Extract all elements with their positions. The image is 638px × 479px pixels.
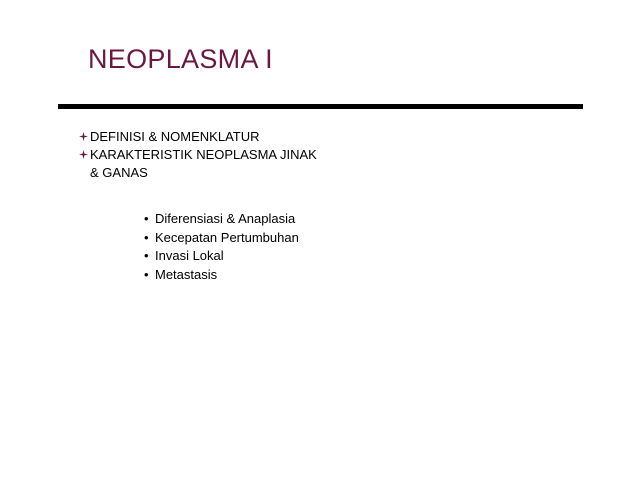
title-divider (58, 104, 583, 109)
bullet-label: DEFINISI & NOMENKLATUR (90, 129, 260, 144)
diamond-bullet-icon (79, 132, 88, 141)
sub-bullet-item (144, 266, 299, 285)
sub-bullet-item (144, 247, 299, 266)
diamond-bullet-icon (79, 150, 88, 159)
sub-bullet-marker: • (144, 266, 149, 282)
sub-bullet-list (144, 210, 299, 284)
sub-bullet-marker: • (144, 229, 149, 245)
bullet-item-karakteristik (79, 146, 379, 164)
bullet-label-continuation: & GANAS (90, 165, 148, 180)
sub-bullet-item (144, 210, 299, 229)
bullet-label: KARAKTERISTIK NEOPLASMA JINAK (90, 147, 317, 162)
sub-bullet-label: Invasi Lokal (155, 248, 224, 263)
sub-bullet-label: Kecepatan Pertumbuhan (155, 229, 299, 245)
bullet-item-definisi (79, 128, 379, 146)
slide-title: NEOPLASMA I (88, 44, 273, 74)
sub-bullet-label: Metastasis (155, 266, 218, 282)
sub-bullet-marker: • (144, 248, 149, 263)
sub-bullet-label: Diferensiasi & Anaplasia (155, 211, 296, 226)
sub-bullet-item (144, 229, 299, 248)
sub-bullet-marker: • (144, 211, 149, 226)
bullet-list (79, 128, 379, 182)
